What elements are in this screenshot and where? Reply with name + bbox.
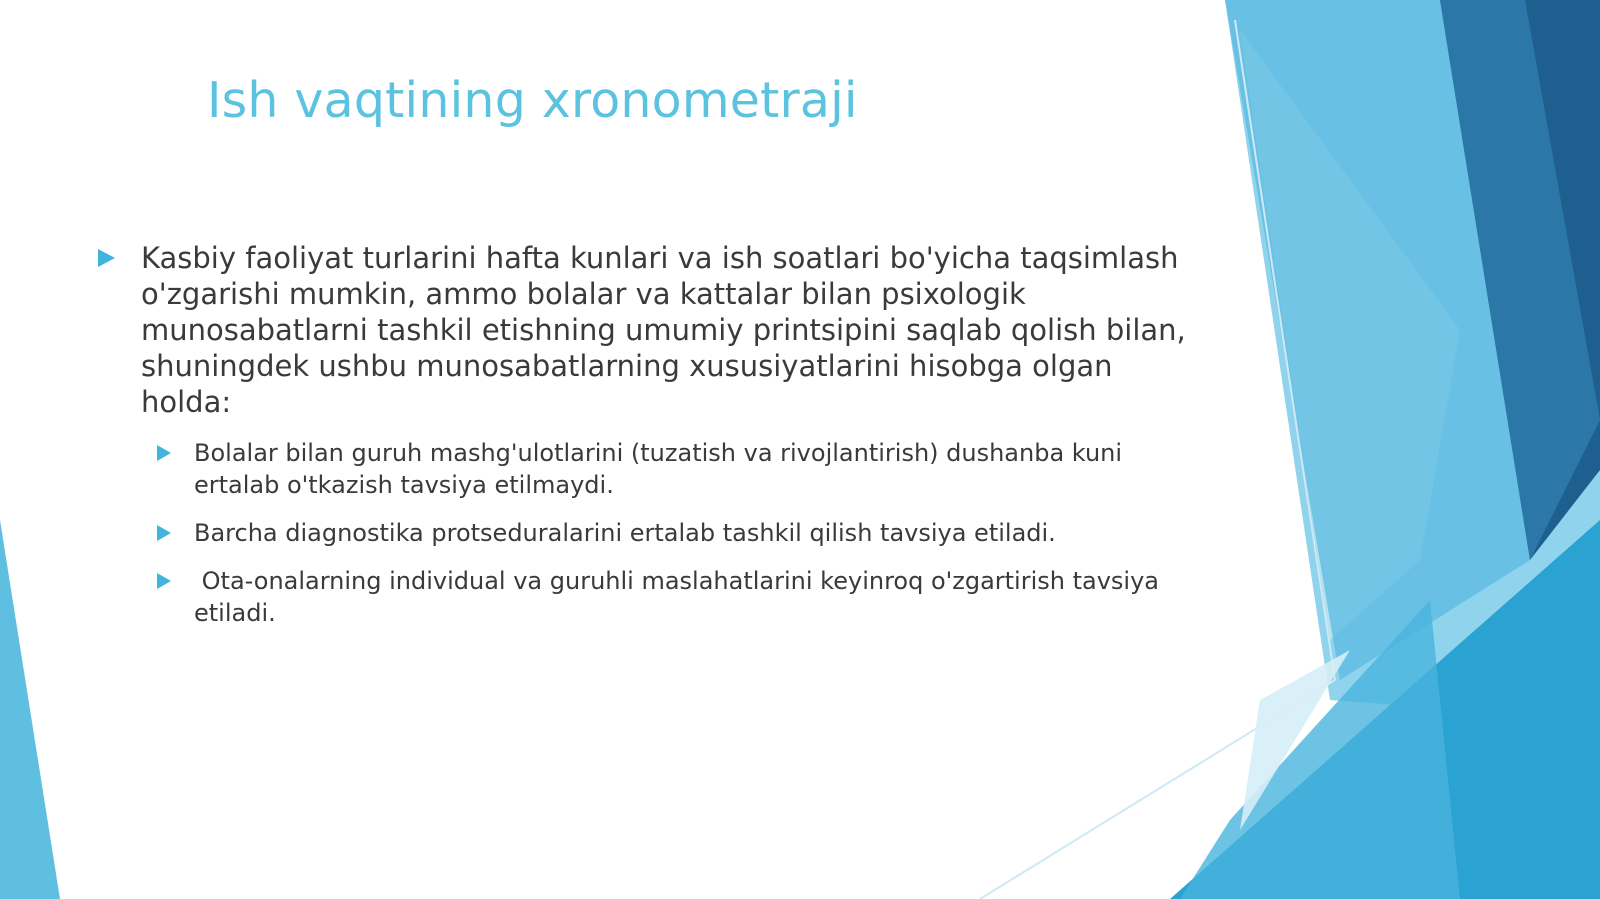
slide-title: Ish vaqtining xronometraji (207, 72, 858, 129)
triangle-bullet-icon (157, 573, 171, 589)
bullet-item (96, 240, 1206, 420)
sub-bullet-text: Barcha diagnostika protseduralarini ertalab tashkil qilish tavsiya etiladi. (194, 519, 1056, 547)
triangle-bullet-icon (157, 445, 171, 461)
slide-body (96, 240, 1206, 629)
sub-bullet-item (194, 437, 1206, 501)
sub-bullet-item (194, 565, 1206, 629)
bullet-text: Kasbiy faoliyat turlarini hafta kunlari va ish soatlari bo'yicha taqsimlash o'zgarishi mumkin, ammo bolalar va kattalar bilan psixologik munosabatlarni tashkil etishning umumiy printsipini saqlab qolish bilan, shuningdek ushbu munosabatlarning xususiyatlarini hisobga olgan holda: (141, 241, 1186, 419)
triangle-bullet-icon (157, 525, 171, 541)
triangle-bullet-icon (98, 249, 115, 267)
sub-bullet-item (194, 517, 1206, 549)
sub-bullet-text: Bolalar bilan guruh mashg'ulotlarini (tuzatish va rivojlantirish) dushanba kuni ertalab o'tkazish tavsiya etilmaydi. (194, 439, 1123, 499)
sub-bullet-text: Ota-onalarning individual va guruhli maslahatlarini keyinroq o'zgartirish tavsiya etiladi. (194, 567, 1167, 627)
left-accent-shape (0, 520, 60, 899)
